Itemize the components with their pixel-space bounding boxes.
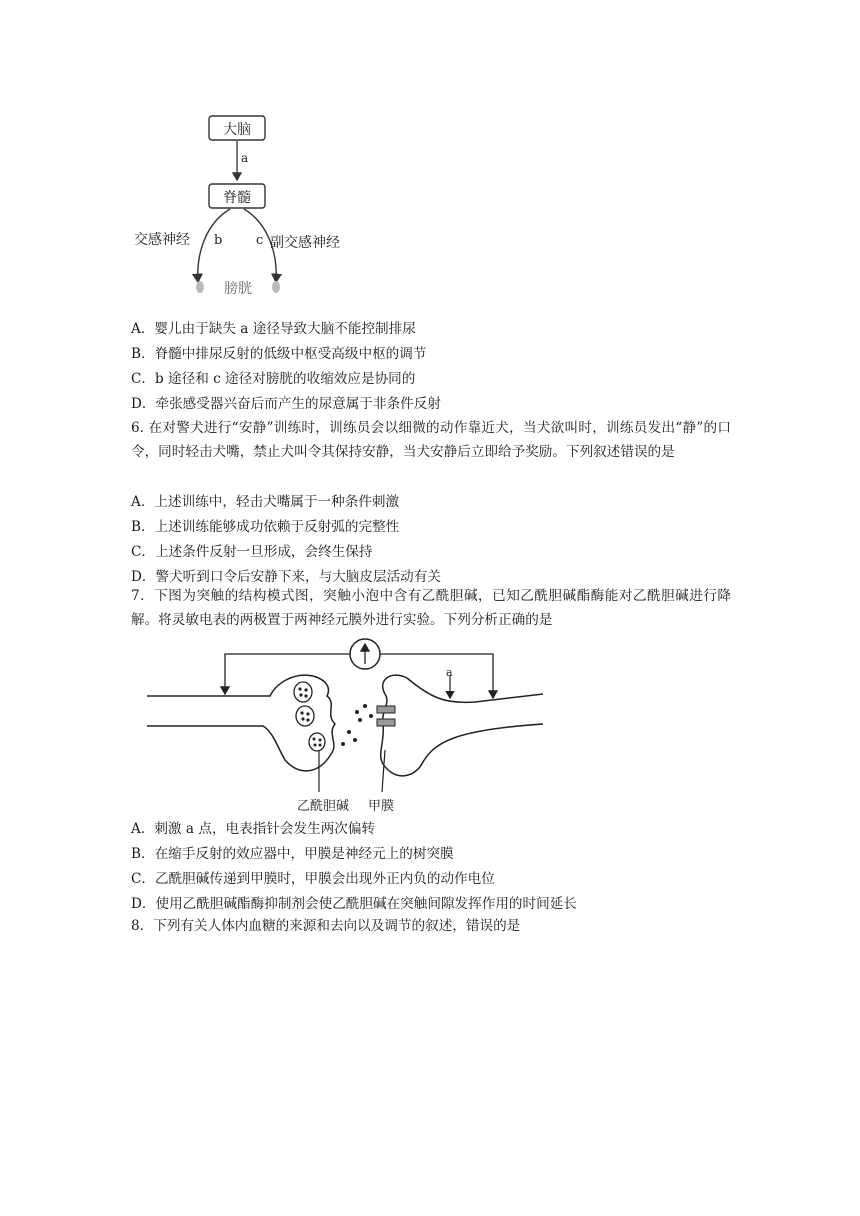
bladder-right-end — [272, 281, 280, 293]
q7-option-a: A．刺激 a 点，电表指针会发生两次偏转 — [131, 821, 376, 837]
q7-option-d: D．使用乙酰胆碱酯酶抑制剂会使乙酰胆碱在突触间隙发挥作用的时间延长 — [131, 896, 577, 912]
q6-stem: 6. 在对警犬进行“安静”训练时，训练员会以细微的动作靠近犬，当犬欲叫时，训练员发出“静”的口令，同时轻击犬嘴，禁止犬叫令其保持安静，当犬安静后立即给予奖励。下列叙述错误的是 — [131, 420, 731, 460]
q7-option-b: B．在缩手反射的效应器中，甲膜是神经元上的树突膜 — [131, 846, 454, 862]
point-a-label: a — [446, 666, 453, 679]
q7-option-c: C．乙酰胆碱传递到甲膜时，甲膜会出现外正内负的动作电位 — [131, 871, 495, 887]
q6-option-a: A．上述训练中，轻击犬嘴属于一种条件刺激 — [131, 494, 400, 510]
path-b-label: b — [214, 233, 223, 248]
path-a-label: a — [241, 151, 249, 165]
parasympathetic-label: 副交感神经 — [270, 235, 340, 251]
q6-option-b: B．上述训练能够成功依赖于反射弧的完整性 — [131, 519, 400, 535]
q6-option-c: C．上述条件反射一旦形成，会终生保持 — [131, 544, 373, 560]
figure-reflex-pathway — [130, 110, 370, 305]
receptor — [377, 706, 395, 713]
bladder-label: 膀胱 — [224, 281, 252, 297]
brain-label: 大脑 — [223, 122, 251, 138]
q5-option-c: C．b 途径和 c 途径对膀胱的收缩效应是协同的 — [131, 371, 416, 387]
sympathetic-label: 交感神经 — [134, 232, 190, 248]
postsynaptic-neuron — [381, 675, 543, 776]
q8-stem: 8．下列有关人体内血糖的来源和去向以及调节的叙述，错误的是 — [131, 918, 521, 934]
q7-stem: 7．下图为突触的结构模式图，突触小泡中含有乙酰胆碱，已知乙酰胆碱酯酶能对乙酰胆碱进行降解。将灵敏电表的两极置于两神经元膜外进行实验。下列分析正确的是 — [131, 588, 731, 628]
receptor — [377, 719, 395, 726]
path-c-label: c — [256, 233, 264, 248]
bladder-left-end — [196, 281, 204, 293]
spine-label: 脊髓 — [223, 190, 251, 206]
q5-option-b: B．脊髓中排尿反射的低级中枢受高级中枢的调节 — [131, 346, 427, 362]
membrane-label: 甲膜 — [368, 799, 395, 814]
q6-option-d: D．警犬听到口令后安静下来，与大脑皮层活动有关 — [131, 569, 441, 585]
acetylcholine-molecules — [341, 704, 373, 746]
q5-option-a: A．婴儿由于缺失 a 途径导致大脑不能控制排尿 — [131, 321, 416, 337]
q5-option-d: D．牵张感受器兴奋后而产生的尿意属于非条件反射 — [131, 396, 441, 412]
acetylcholine-label: 乙酰胆碱 — [297, 799, 350, 814]
figure-synapse — [145, 632, 550, 820]
